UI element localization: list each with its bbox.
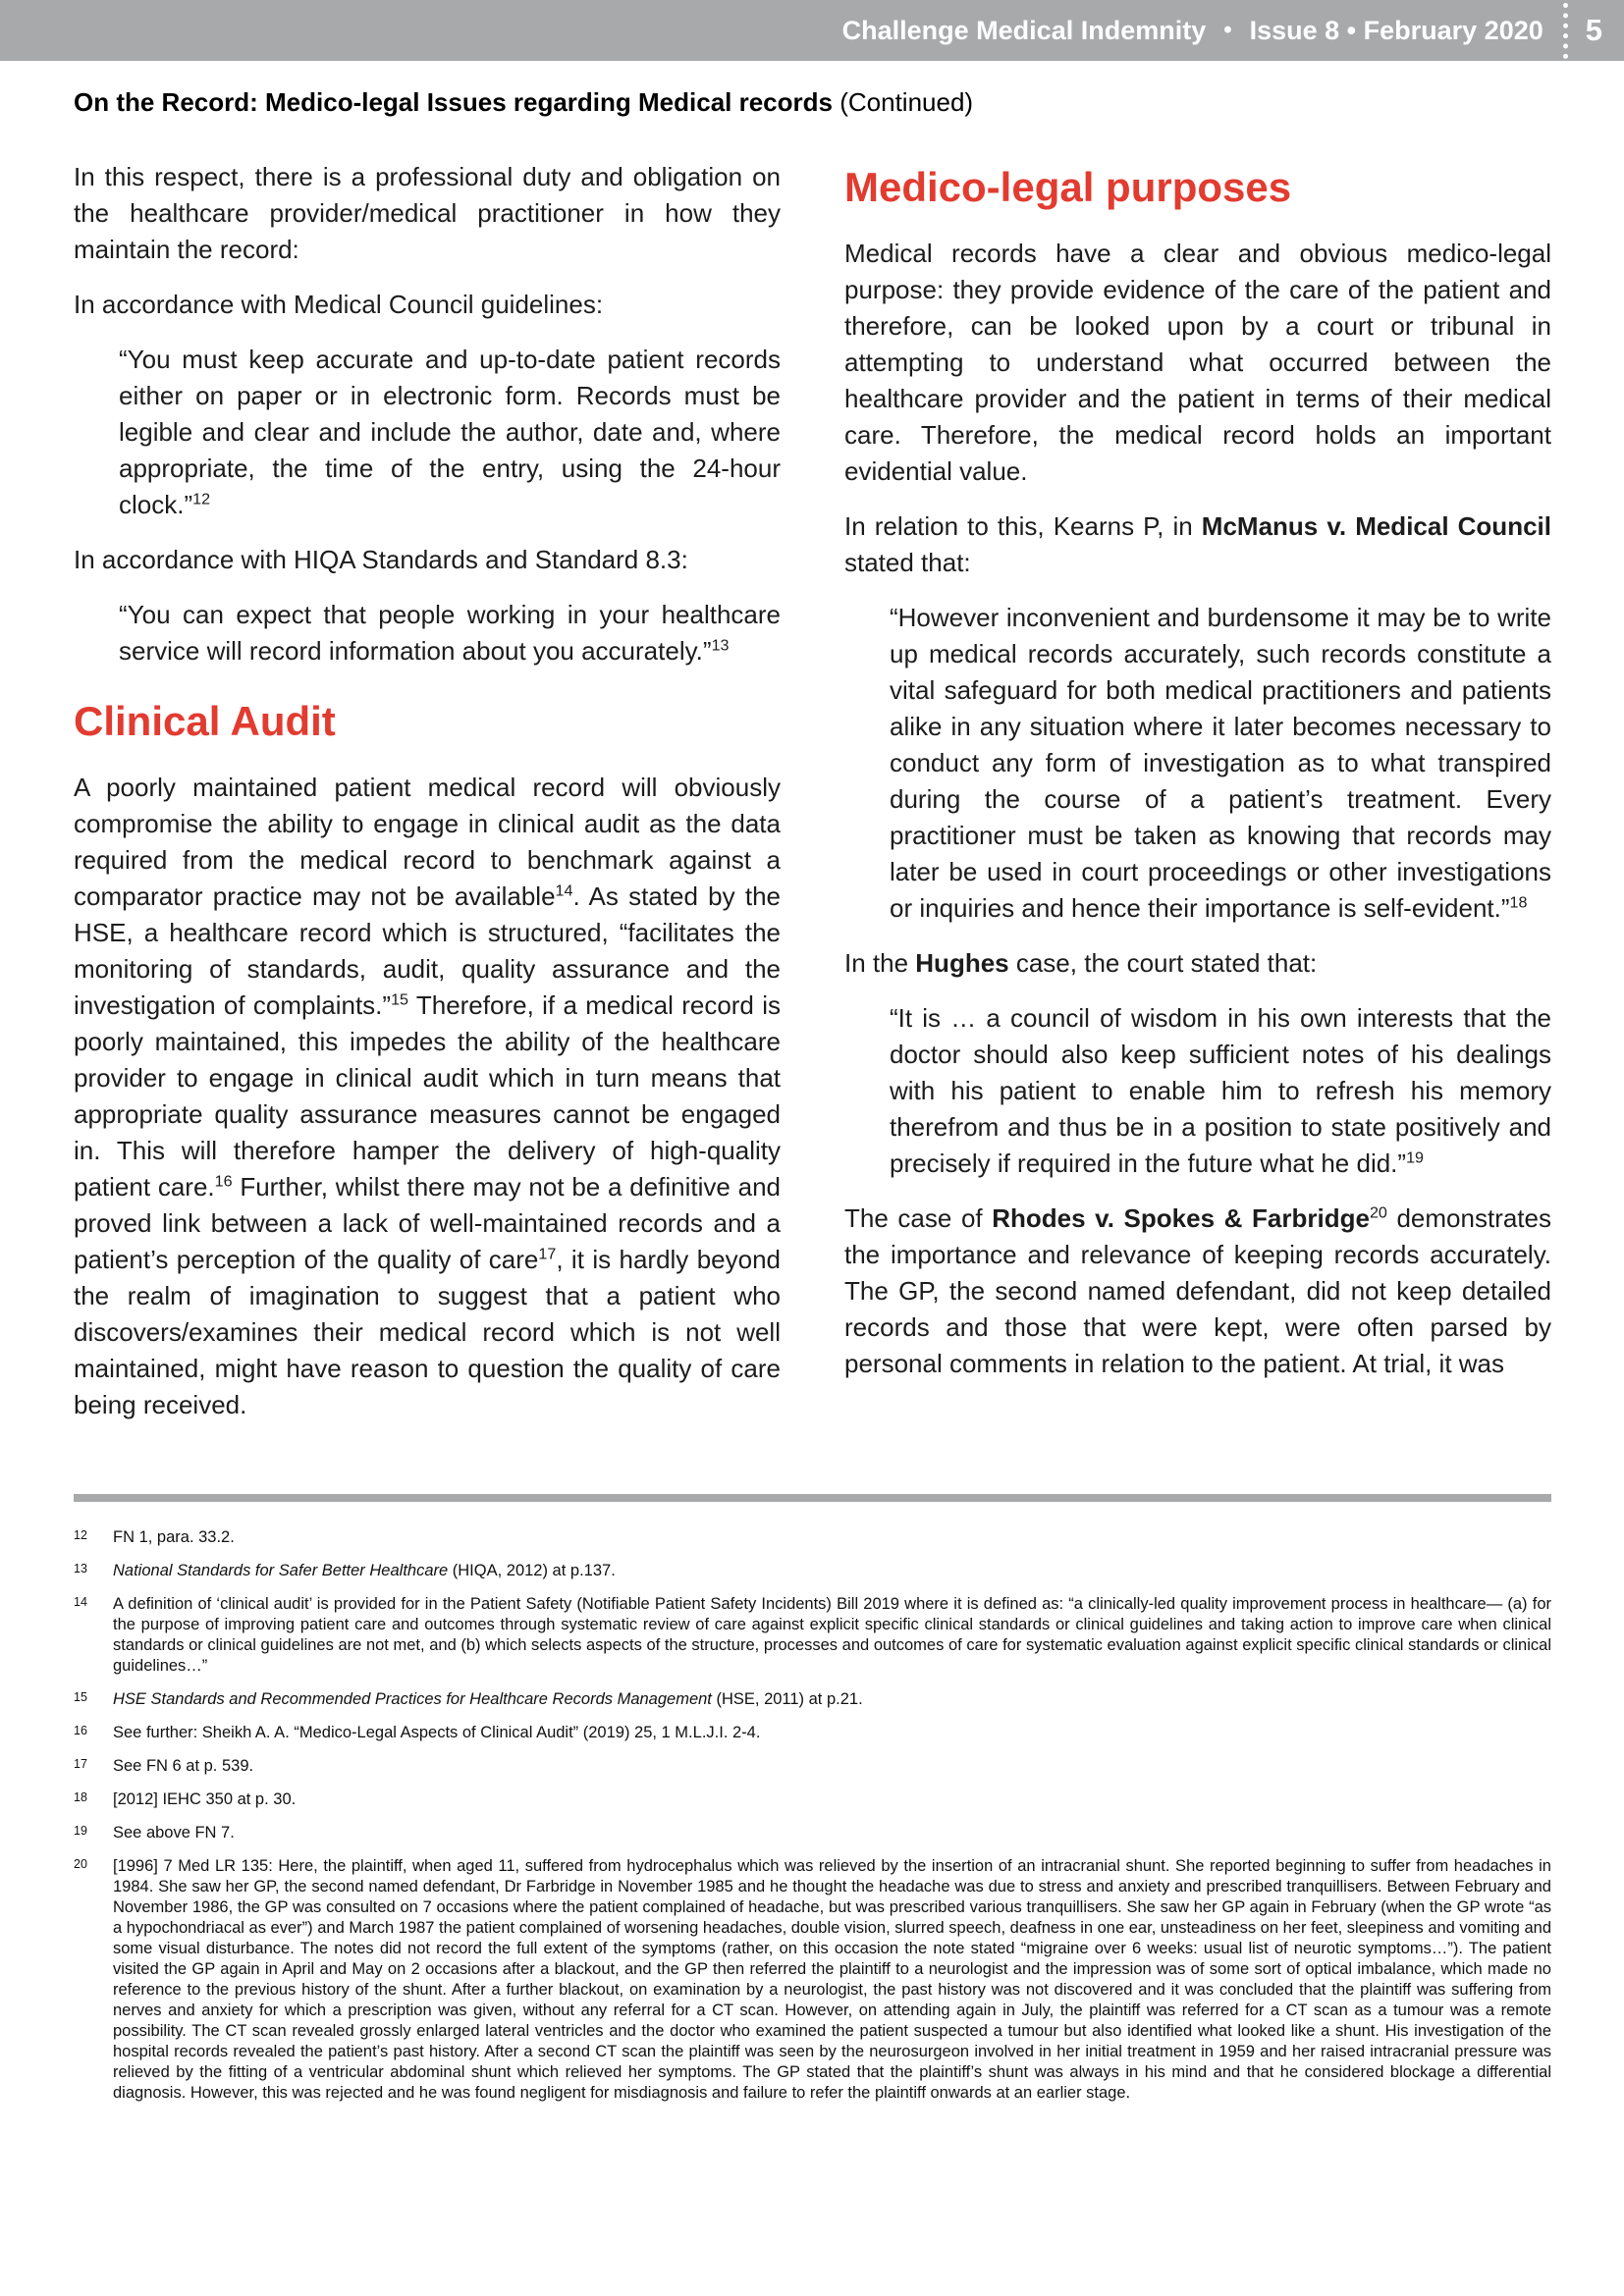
text-run: In the [844,948,916,978]
footnote [74,1756,1551,1777]
footnote [74,1689,1551,1710]
footnote [74,1723,1551,1743]
article-title [74,86,1551,118]
section-heading [844,165,1551,210]
footnote-number: 15 [74,1690,87,1704]
footnote-number: 16 [74,1724,87,1737]
text-run: The case of [844,1203,993,1233]
text-run: Medico-legal purposes [844,164,1292,210]
footnotes-section [74,1527,1551,2116]
paragraph [844,1201,1551,1382]
footnote [74,1527,1551,1548]
text-run: Clinical Audit [74,698,336,744]
right-column [844,159,1551,1401]
paragraph [844,236,1551,490]
page-number: 5 [1585,13,1602,47]
text-run: In accordance with HIQA Standards and Standard 8.3: [74,545,688,574]
footnote-reference: 14 [555,881,573,900]
article-title-continued: (Continued) [832,87,974,117]
text-run: FN 1, para. 33.2. [113,1528,235,1546]
footnote-reference: 20 [1369,1203,1387,1222]
footnote-number: 18 [74,1790,87,1804]
footnote [74,1856,1551,2104]
text-run: In accordance with Medical Council guidelines: [74,290,604,319]
section-heading [74,699,781,744]
quote-paragraph [74,597,781,669]
text-run: [2012] IEHC 350 at p. 30. [113,1790,297,1808]
text-run: stated that: [844,548,971,577]
text-run: [1996] 7 Med LR 135: Here, the plaintiff, when aged 11, suffered from hydrocephalus which was relieved by the insertion of an intracranial shunt. She reported beginning to suffer from headaches in 1984. She saw her GP, the second named defendant, Dr Farbridge in November 1985 and he thought the headache was due to stress and anxiety and prescribed tranquillisers. Between February and November 1986, the GP was consulted on 7 occasions where the patient complained of headache, but was prescribed various tranquillisers. She saw her GP again in February (when the GP wrote “as a hypochondriacal as ever”) and March 1987 the patient complained of worsening headaches, double vision, slurred speech, deafness in one ear, unsteadiness on her feet, sleepiness and vomiting and some visual disturbance. The notes did not record the full extent of the symptoms (rather, on this occasion the note stated “migraine over 6 weeks: usual list of neurotic symptoms…”). The patient visited the GP again in April and May on 2 occasions after a blackout, and the GP then referred the plaintiff to a neurologist and the impression was of some sort of optical imbalance, which made no reference to the previous history of the shunt. After a further blackout, on examination by a neurologist, the past history was not discovered and it was concluded that the plaintiff was suffering from nerves and anxiety for which a prescription was given, without any referral for a CT scan. However, on attending again in July, the plaintiff was referred for a CT scan as a tumour was a remote possibility. The CT scan revealed grossly enlarged lateral ventricles and the doctor who examined the patient suspected a tumour but also identified what looked like a shunt. His investigation of the hospital records revealed the patient’s past history. After a second CT scan the plaintiff was seen by the neurosurgeon involved in her initial treatment in 1959 and her raised intracranial pressure was relieved by the fitting of a ventricular abdominal shunt which relieved her symptoms. The GP stated that the plaintiff’s shunt was always in his mind and that he considered blockage a differential diagnosis. However, this was rejected and he was found negligent for misdiagnosis and failure to refer the plaintiff onwards at an earlier stage. [113,1857,1551,2102]
footnote-number: 14 [74,1595,87,1609]
newsletter-title: Challenge Medical Indemnity [841,15,1207,45]
text-run: (HIQA, 2012) at p.137. [448,1562,616,1579]
quote-paragraph [74,342,781,523]
text-run: “You must keep accurate and up-to-date patient records either on paper or in electronic form. Records must be legible and clear and include the author, date and, where appropriate, the time of the entry, using the 24-hour clock.” [119,345,781,519]
text-run: Rhodes v. Spokes & Farbridge [992,1203,1370,1233]
left-column [74,159,781,1442]
text-run: National Standards for Safer Better Healthcare [113,1562,449,1579]
footnote-number: 20 [74,1857,87,1871]
footnote [74,1561,1551,1581]
text-run: See FN 6 at p. 539. [113,1757,254,1775]
footnote-reference: 16 [214,1172,233,1191]
footnote-reference: 19 [1406,1148,1424,1167]
issue-date: Issue 8 • February 2020 [1249,15,1543,45]
footnote [74,1823,1551,1843]
paragraph [74,287,781,323]
footnote-reference: 12 [192,490,211,508]
text-run: See above FN 7. [113,1824,235,1842]
text-run: In relation to this, Kearns P, in [844,511,1202,541]
text-run: case, the court stated that: [1008,948,1318,978]
text-run: HSE Standards and Recommended Practices for Healthcare Records Management [113,1690,712,1708]
text-run: , it is hardly beyond the realm of imagination to suggest that a patient who discovers/examines their medical record which is not well maintained, might have reason to question the quality of care being received. [74,1245,781,1419]
text-run: Medical records have a clear and obvious medico-legal purpose: they provide evidence of the care of the patient and therefore, can be looked upon by a court or tribunal in attempting to understand what occurred between the healthcare provider and the patient in terms of their medical care. Therefore, the medical record holds an important evidential value. [844,239,1551,486]
footnote [74,1789,1551,1810]
text-run: Hughes [915,948,1009,978]
text-run: Further, whilst there may not be a definitive and proved link between a lack of well-maintained records and a patient’s perception of the quality of care [74,1172,781,1274]
text-run: “It is … a council of wisdom in his own interests that the doctor should also keep sufficient notes of his dealings with his patient to enable him to refresh his memory therefrom and thus be in a position to state positively and precisely if required in the future what he did.” [890,1003,1551,1178]
footnote-reference: 18 [1509,893,1528,912]
footnote-number: 19 [74,1824,87,1838]
paragraph [844,508,1551,581]
paragraph [844,945,1551,982]
paragraph [74,770,781,1423]
page-header [0,0,1624,61]
text-run: “However inconvenient and burdensome it may be to write up medical records accurately, such records constitute a vital safeguard for both medical practitioners and patients alike in any situation where it later becomes necessary to conduct any form of investigation as to what transpired during the course of a patient’s treatment. Every practitioner must be taken as knowing that records may later be used in court proceedings or other investigations or inquiries and hence their importance is self-evident.” [890,603,1551,923]
footnote [74,1594,1551,1677]
footnote-number: 17 [74,1757,87,1771]
paragraph [74,542,781,578]
text-run: “You can expect that people working in your healthcare service will record information about you accurately.” [119,600,781,666]
text-run: A poorly maintained patient medical record will obviously compromise the ability to engage in clinical audit as the data required from the medical record to benchmark against a comparator practice may not be available [74,773,781,911]
text-run: Therefore, if a medical record is poorly maintained, this impedes the ability of the healthcare provider to engage in clinical audit which in turn means that appropriate quality assurance measures cannot be engaged in. This will therefore hamper the delivery of high-quality patient care. [74,990,782,1201]
quote-paragraph [844,600,1551,927]
footnote-number: 13 [74,1562,87,1575]
text-run: In this respect, there is a professional duty and obligation on the healthcare provider/medical practitioner in how they maintain the record: [74,162,781,264]
footnote-reference: 15 [391,990,408,1009]
header-bullet-separator: • [1223,17,1232,43]
paragraph [74,159,781,268]
footnote-reference: 17 [538,1245,557,1263]
footnote-reference: 13 [711,636,730,655]
text-run: See further: Sheikh A. A. “Medico-Legal Aspects of Clinical Audit” (2019) 25, 1 M.L.J.I. 2-4. [113,1724,761,1741]
dotted-divider [1563,3,1568,89]
footnote-separator-rule [74,1494,1551,1502]
text-run: McManus v. Medical Council [1201,511,1551,541]
text-run: demonstrates the importance and relevance of keeping records accurately. The GP, the second named defendant, did not keep detailed records and those that were kept, were often parsed by personal comments in relation to the patient. At trial, it was [844,1203,1551,1378]
quote-paragraph [844,1000,1551,1182]
text-run: . As stated by the HSE, a healthcare record which is structured, “facilitates the monitoring of standards, audit, quality assurance and the investigation of complaints.” [74,881,781,1020]
text-run: (HSE, 2011) at p.21. [711,1690,863,1708]
text-run: A definition of ‘clinical audit’ is provided for in the Patient Safety (Notifiable Patient Safety Incidents) Bill 2019 where it is defined as: “a clinically-led quality improvement process in healthcare— (a) for the purpose of improving patient care and outcomes through systematic review of care against explicit specific clinical standards or clinical guidelines and taking action to improve care when clinical standards or clinical guidelines are not met, and (b) which selects aspects of the structure, processes and outcomes of care for systematic evaluation against explicit specific clinical standards or clinical guidelines…” [113,1595,1551,1675]
article-title-text: On the Record: Medico-legal Issues regarding Medical records [74,87,833,117]
footnote-number: 12 [74,1528,87,1542]
